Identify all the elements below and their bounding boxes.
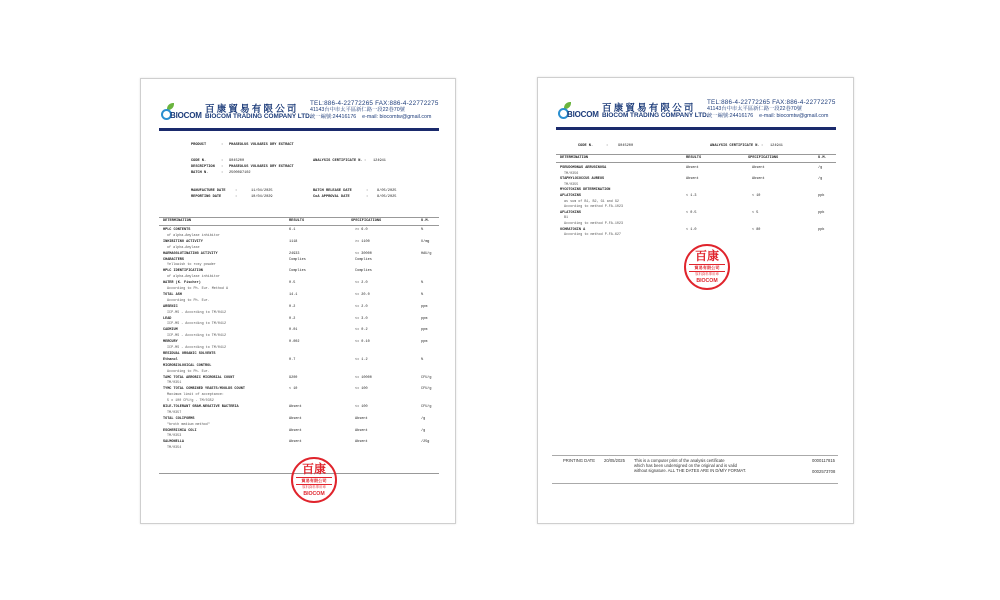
determination-name: AFLATOXINS [560,210,582,215]
determination-method: ICP-MS - According to TM/0412 [167,322,227,327]
result-value: 6.1 [289,228,296,232]
unit-of-measure: /25g [421,440,430,445]
result-value: < 1.0 [686,227,697,232]
logo-text: BIOCOM [170,111,202,120]
tax-id: 統一編號:24416176 [707,113,754,119]
determination-method: Maximum limit of acceptance: [167,393,224,398]
result-value: 0.2 [289,316,296,321]
logo-text: BIOCOM [567,110,599,119]
result-value: 1118 [289,239,298,244]
cert-value: 124941 [770,144,783,148]
determination-method: According to Ph. Eur. Method A [167,286,229,291]
reporting-label: REPORTING DATE [191,195,222,199]
letterhead [159,100,439,126]
address: 41143台中市太平區新仁路一段22巷70號 [310,107,405,113]
determination-method: TM/0351 [167,381,182,386]
determination-name: SALMONELLA [163,440,185,445]
determination-method: TM/0354 [167,446,182,451]
result-value: 9200 [289,375,298,380]
code-label: CODE N. [578,144,594,148]
result-value: 0.01 [289,328,298,333]
determination-name: MYCOTOXINS DETERMINATION [560,188,611,193]
result-value: Complies [289,257,306,262]
determination-name: TOTAL COLIFORMS [163,416,195,421]
unit-of-measure: % [421,357,424,362]
result-value: Absent [289,416,302,421]
specification-value: <= 0.2 [355,328,368,333]
specification-value: Absent [355,440,368,445]
determination-name: ARSENIC [163,304,178,309]
specification-value: <= 100 [355,387,368,392]
company-seal [684,244,730,290]
determination-name: LEAD [163,316,172,321]
determination-method: According to method P-FA-627 [564,233,621,238]
unit-of-measure: % [421,228,424,232]
determination-name: AFLATOXINS [560,194,582,198]
result-value: Absent [686,177,699,182]
product-value: PHASEOLUS VULGARIS DRY EXTRACT [229,143,294,147]
determination-method: TM/0356 [564,171,579,176]
contact-block [707,99,836,120]
header-divider [556,127,836,130]
determination-method: ICP-MS - According to TM/0412 [167,345,227,350]
header-divider [159,128,439,131]
biocom-logo [159,103,207,123]
determination-method: 5 x 100 CFU/g - TM/0352 [167,399,214,404]
specification-value: Absent [355,428,368,433]
result-value: 0.7 [289,357,296,362]
determination-name: Ethanol [163,357,178,362]
cert-value: 124941 [373,159,386,163]
determination-name: CADMIUM [163,328,178,333]
specification-value: <= 3.0 [355,316,368,321]
determination-method: of alpha-Amylase [167,245,200,250]
specification-value: < 80 [752,227,761,232]
result-value: Absent [289,440,302,445]
result-value: < 0.5 [686,210,697,215]
col-results: RESULTS [289,219,305,223]
result-value: Absent [289,428,302,433]
determination-name: STAPHYLOCOCCUS AUREUS [560,177,605,182]
determination-name: TAMC TOTAL AEROBIC MICROBIAL COUNT [163,375,235,380]
printing-date-label: PRINTING DATE [563,458,596,463]
print-bottom-rule [552,483,838,484]
print-notice [634,458,746,474]
results-table-header [556,154,836,163]
result-value: 24933 [289,251,300,256]
specification-value: <= 2.0 [355,304,368,309]
product-label: PRODUCT [191,143,207,147]
unit-of-measure: % [421,292,424,297]
company-name-chinese: 百康貿易有限公司 [602,103,696,114]
col-specifications: SPECIFICATIONS [748,156,779,160]
certificate-page-1: BIOCOM 百康貿易有限公司 BIOCOM TRADING COMPANY LTD. TEL:886-4-22772265 FAX:886-4-22772275 41143台中市太平區新仁路一段22巷70號 統一編號:24416176 e-mail: biocomtw@gmail.com PRODUCT : PHASEOLUS VULGARIS DRY EXTRACT CODE N. : 9045200 DESCRIPTION : PHASEOLUS VULGARIS DRY EXTRACT BATCH N. : 2500097102 ANALYSIS CERTIFICATE N. : 124941 MANUFACTURE DATE : 11/04/2025 REPORTING DATE : 10/04/2029 BATCH RELEASE DATE : 8/05/2025 CoA APPROVAL DATE : 8/05/2025 DETERMINATION RESULTS SPECIFICATIONS U.M. HPLC CONTENTS of alpha-Amylase inhibitor 6.1 >= 6.0 % INHIBITING ACTIVITY of alpha-Amylase 1118 >= 1100 U/mg HAEMAGGLUTINATING ACTIVITY 24933 <= 30000 HAU/g CHARACTERS Yellowish to rosy powder Complies Complies HPLC IDENTIFICATION of alpha-Amylase inhibitor Complies Complies WATER (K. Fischer) According to Ph. Eur. Method A 0.5 <= 2.0 % TOTAL ASH According to Ph. Eur. 14.1 <= 20.0 % ARSENIC ICP-MS - According to TM/0412 0.2 <= 2.0 ppm LEAD ICP-MS - According to TM/0412 0.2 <= 3.0 ppm CADMIUM ICP-MS - According to TM/0412 0.01 <= 0.2 ppm MERCURY ICP-MS - According to TM/0412 0.002 <= 0.10 ppm RESIDUAL ORGANIC SOLVENTS Ethanol 0.7 <= 1.2 % MICROBIOLOGICAL CONTROL According to Ph. Eur. TAMC TOTAL AEROBIC MICROBIAL COUNT TM/0351 9200 <= 10000 CFU/g TYMC TOTAL COMBINED YEASTS/MOULDS COUNT Maximum limit of acceptance: 5 x 100 CFU/g - TM/0352 < 10 <= 100 CFU/g BILE-TOLERANT GRAM-NEGATIVE BACTERIA TM/0357 Absent <= 100 CFU/g TOTAL COLIFORMS "broth medium method" Absent Absent /g ESCHERICHIA COLI TM/0353 Absent Absent /g SALMONELLA TM/0354 Absent Absent /25g 百康 貿易有限公司 原料資料專用章 BIOCOM [140,78,456,524]
release-value: 8/05/2025 [377,189,397,193]
approval-label: CoA APPROVAL DATE [313,195,350,199]
determination-name: RESIDUAL ORGANIC SOLVENTS [163,351,216,356]
result-value: 14.1 [289,292,298,297]
specification-value: Complies [355,269,372,274]
reporting-value: 10/04/2029 [251,195,273,199]
tax-id: 統一編號:24416176 [310,114,357,120]
unit-of-measure: CFU/g [421,375,432,380]
seal-line-1: 百康 [301,462,326,476]
specification-value: Absent [752,166,765,170]
specification-value: Absent [752,177,765,182]
unit-of-measure: HAU/g [421,251,432,256]
determination-name: TYMC TOTAL COMBINED YEASTS/MOULDS COUNT [163,387,245,392]
result-value: 0.002 [289,340,300,345]
determination-method: of alpha-Amylase inhibitor [167,233,220,238]
determination-name: HPLC CONTENTS [163,228,191,232]
seal-line-3: 原料資料專用章 [695,272,719,276]
determination-method: According to Ph. Eur. [167,369,210,374]
results-table-header [159,217,439,226]
determination-name: HAEMAGGLUTINATING ACTIVITY [163,251,218,256]
determination-method: According to method P-FA-1023 [564,205,624,210]
seal-line-4: BIOCOM [696,278,718,284]
specification-value: <= 0.10 [355,340,370,345]
col-um: U.M. [818,156,827,160]
result-value: 0.2 [289,304,296,309]
code-label: CODE N. [191,159,207,163]
determination-method: According to method P-FA-1023 [564,221,624,226]
tel-fax: TEL:886-4-22772265 FAX:886-4-22772275 [310,100,439,107]
reference-number-1: 0000117815 [812,458,835,463]
unit-of-measure: ppm [421,340,428,345]
unit-of-measure: ppb [818,227,825,232]
reference-number-2: 0002573708 [812,469,836,474]
determination-name: PSEUDOMONAS AERUGINOSA [560,166,607,170]
result-value: < 1.3 [686,194,697,198]
email: e-mail: biocomtw@gmail.com [759,113,829,119]
determination-name: MERCURY [163,340,178,345]
specification-value: <= 20.0 [355,292,370,297]
unit-of-measure: /g [818,166,823,170]
unit-of-measure: ppb [818,194,825,198]
company-name-english: BIOCOM TRADING COMPANY LTD. [205,113,312,120]
determination-method: ICP-MS - According to TM/0412 [167,334,227,339]
address: 41143台中市太平區新仁路一段22巷70號 [707,106,802,112]
determination-name: HPLC IDENTIFICATION [163,269,203,274]
description-value: PHASEOLUS VULGARIS DRY EXTRACT [229,165,294,169]
specification-value: Complies [355,257,372,262]
specification-value: >= 1100 [355,239,370,244]
result-value: Absent [289,405,302,409]
unit-of-measure: ppm [421,304,428,309]
determination-name: OCHRATOXIN A [560,227,586,232]
specification-value: <= 30000 [355,251,372,256]
specification-value: >= 6.0 [355,228,368,232]
specification-value: < 10 [752,194,761,198]
determination-name: CHARACTERS [163,257,185,262]
batch-label: BATCH N. [191,171,209,175]
notice-line-3: without signature. ALL THE DATES ARE IN D/M/Y FORMAT. [634,468,747,474]
release-label: BATCH RELEASE DATE [313,189,352,193]
determination-method: "broth medium method" [167,422,210,427]
unit-of-measure: ppm [421,316,428,321]
col-um: U.M. [421,219,430,223]
determination-name: BILE-TOLERANT GRAM-NEGATIVE BACTERIA [163,405,239,409]
result-value: Absent [686,166,699,170]
biocom-logo [556,102,604,122]
unit-of-measure: CFU/g [421,387,432,392]
col-results: RESULTS [686,156,702,160]
description-label: DESCRIPTION [191,165,215,169]
specification-value: < 5 [752,210,759,215]
col-determination: DETERMINATION [560,156,589,160]
determination-method: Yellowish to rosy powder [167,263,216,268]
print-top-rule [552,455,838,456]
determination-method: of alpha-Amylase inhibitor [167,275,220,280]
company-name-chinese: 百康貿易有限公司 [205,104,299,115]
seal-line-2: 貿易有限公司 [689,264,725,272]
unit-of-measure: /g [421,428,426,433]
determination-method: According to Ph. Eur. [167,298,210,303]
unit-of-measure: /g [818,177,823,182]
code-value: 9045200 [618,144,634,148]
seal-line-1: 百康 [694,249,719,263]
determination-method: TM/0355 [564,182,579,187]
specification-value: <= 2.0 [355,281,368,286]
manufacture-label: MANUFACTURE DATE [191,189,226,193]
col-specifications: SPECIFICATIONS [351,219,382,223]
determination-method: TM/0353 [167,434,182,439]
result-value: 0.5 [289,281,296,286]
specification-value: <= 1.2 [355,357,368,362]
result-value: Complies [289,269,306,274]
specification-value: <= 10000 [355,375,372,380]
notice-line-2: which has been undersigned on the original and is valid [634,463,737,469]
unit-of-measure: ppm [421,328,428,333]
unit-of-measure: /g [421,416,426,421]
determination-name: TOTAL ASH [163,292,182,297]
seal-line-4: BIOCOM [303,491,325,497]
determination-method: B1 [564,216,569,221]
cert-label: ANALYSIS CERTIFICATE N. [710,144,760,148]
cert-label: ANALYSIS CERTIFICATE N. [313,159,363,163]
determination-method: as sum of B1, B2, G1 and G2 [564,199,619,204]
unit-of-measure: U/mg [421,239,430,244]
tel-fax: TEL:886-4-22772265 FAX:886-4-22772275 [707,99,836,106]
unit-of-measure: ppb [818,210,825,215]
batch-value: 2500097102 [229,171,251,175]
unit-of-measure: % [421,281,424,286]
contact-block [310,100,439,121]
determination-method: TM/0357 [167,410,182,415]
specification-value: <= 100 [355,405,368,409]
company-seal [291,457,337,503]
unit-of-measure: CFU/g [421,405,432,409]
printing-date-value: 20/05/2025 [604,458,625,463]
determination-name: WATER (K. Fischer) [163,281,201,286]
approval-value: 8/05/2025 [377,195,397,199]
seal-line-3: 原料資料專用章 [302,485,326,489]
manufacture-value: 11/04/2025 [251,189,273,193]
company-name-english: BIOCOM TRADING COMPANY LTD. [602,112,709,119]
result-value: < 10 [289,387,298,392]
email: e-mail: biocomtw@gmail.com [362,114,432,120]
determination-name: INHIBITING ACTIVITY [163,239,203,244]
determination-name: ESCHERICHIA COLI [163,428,197,433]
determination-name: MICROBIOLOGICAL CONTROL [163,363,212,368]
notice-line-1: This is a computer print of the analysis certificate [634,458,725,463]
seal-line-2: 貿易有限公司 [296,477,332,485]
col-determination: DETERMINATION [163,219,192,223]
determination-method: ICP-MS - According to TM/0412 [167,310,227,315]
specification-value: Absent [355,416,368,421]
certificate-page-2: BIOCOM 百康貿易有限公司 BIOCOM TRADING COMPANY LTD. TEL:886-4-22772265 FAX:886-4-22772275 41143台中市太平區新仁路一段22巷70號 統一編號:24416176 e-mail: biocomtw@gmail.com CODE N. : 9045200 ANALYSIS CERTIFICATE N. : 124941 DETERMINATION RESULTS SPECIFICATIONS U.M. PSEUDOMONAS AERUGINOSA TM/0356 Absent Absent /g STAPHYLOCOCCUS AUREUS TM/0355 Absent Absent /g MYCOTOXINS DETERMINATION AFLATOXINS as sum of B1, B2, G1 and G2 According to method P-FA-1023 < 1.3 < 10 ppb AFLATOXINS B1 According to method P-FA-1023 < 0.5 < 5 ppb OCHRATOXIN A According to method P-FA-627 < 1.0 < 80 ppb 百康 貿易有限公司 原料資料專用章 BIOCOM PRINTING DATE 20/05/2025 This is a computer print of the analysis certificate which has been undersigned on the original and is valid without signature. ALL THE DATES ARE IN D/M/Y FORMAT. 0000117815 0002573708 [537,77,854,524]
letterhead [556,99,836,125]
code-value: 9045200 [229,159,245,163]
